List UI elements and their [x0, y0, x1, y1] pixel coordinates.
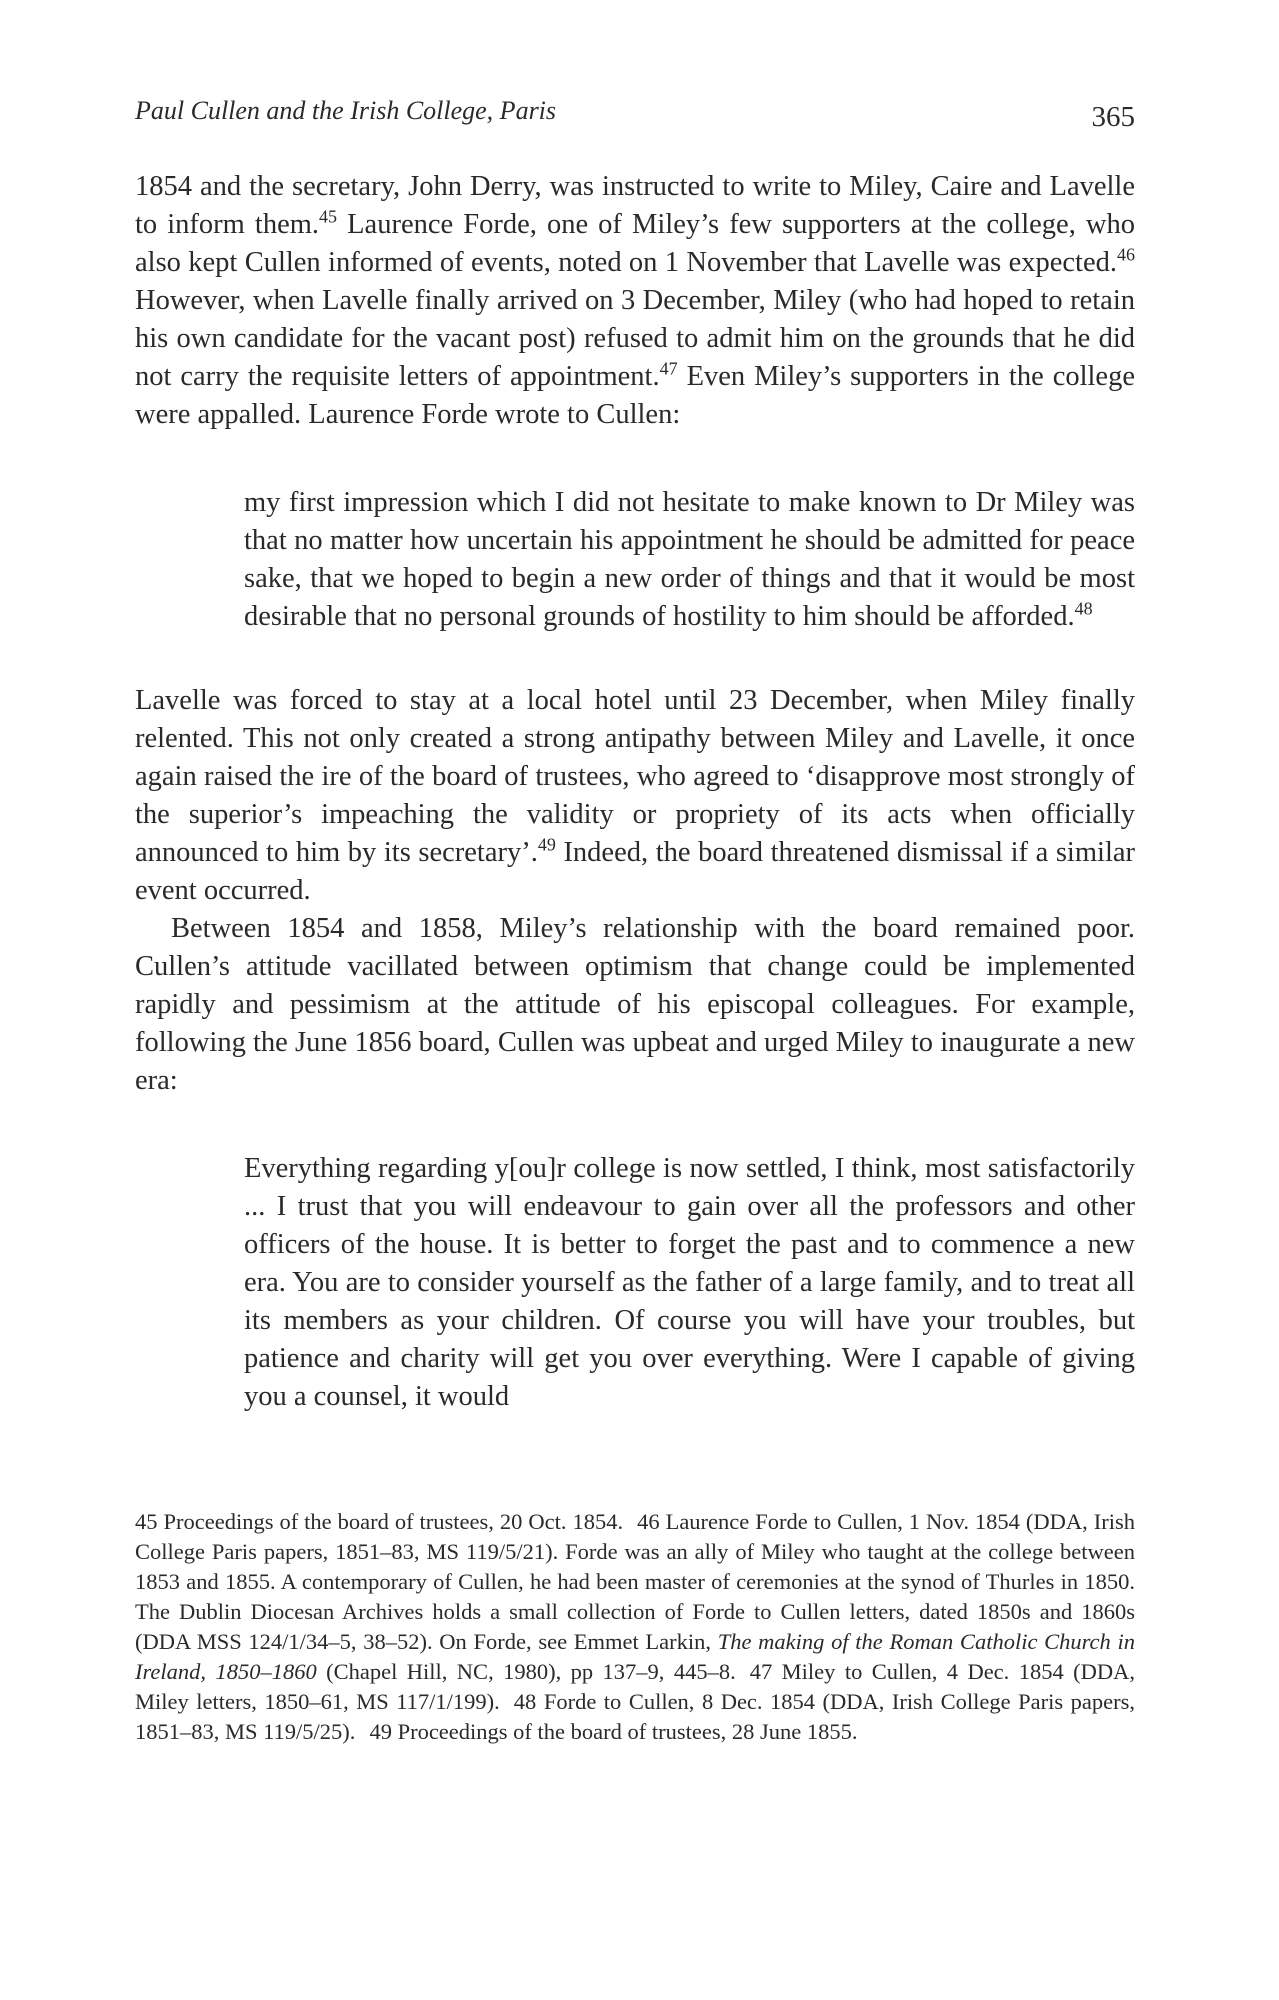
- block-quote-1-paragraph: [244, 484, 1135, 636]
- block-quote-2-paragraph: [244, 1150, 1135, 1416]
- paragraph-3-text: Between 1854 and 1858, Miley’s relationship with the board remained poor. Cullen’s attitude vacillated between optimism that change could be implemented rapidly and pessimism at the attitude of his episcopal colleagues. For example, following the June 1856 board, Cullen was upbeat and urged Miley to inaugurate a new era:: [135, 913, 1135, 1096]
- note-ref-48[interactable]: 48: [1074, 598, 1093, 619]
- page-header: [135, 95, 1135, 141]
- paragraph-1-text-d: Even Miley’s supporters in the college were appalled. Laurence Forde wrote to Cullen:: [135, 361, 1135, 430]
- block-quote-1-text: my first impression which I did not hesitate to make known to Dr Miley was that no matter how uncertain his appointment he should be admitted for peace sake, that we hoped to begin a new order of things and that it would be most desirable that no personal grounds of hostility to him should be afforded.: [244, 487, 1135, 632]
- footnote-45-text: Proceedings of the board of trustees, 20 Oct. 1854.: [163, 1509, 624, 1534]
- footnote-46-number: 46: [637, 1509, 660, 1534]
- paragraph-1-text-c: However, when Lavelle finally arrived on 3 December, Miley (who had hoped to retain his own candidate for the vacant post) refused to admit him on the grounds that he did not carry the requisite letters of appointment.: [135, 285, 1135, 392]
- footnote-46-text-a: Laurence Forde to Cullen, 1 Nov. 1854 (DDA, Irish College Paris papers, 1851–83, MS 119/5/21). Forde was an ally of Miley who taught at the college between 1853 and 1855. A contemporary of Cullen, he had been master of ceremonies at the synod of Thurles in 1850. The Dublin Diocesan Archives holds a small collection of Forde to Cullen letters, dated 1850s and 1860s (DDA MSS 124/1/34–5, 38–52). On Forde, see Emmet Larkin,: [135, 1509, 1135, 1654]
- paragraph-2: [135, 682, 1135, 910]
- note-ref-49[interactable]: 49: [537, 834, 556, 855]
- body-text: [135, 168, 1135, 1416]
- paragraph-1-text-a: 1854 and the secretary, John Derry, was instructed to write to Miley, Caire and Lavelle to inform them.: [135, 171, 1135, 240]
- running-head: Paul Cullen and the Irish College, Paris: [135, 96, 557, 125]
- footnote-48-number: 48: [513, 1689, 537, 1714]
- note-ref-45[interactable]: 45: [319, 206, 338, 227]
- block-quote-1: [244, 484, 1135, 636]
- footnote-block: [135, 1507, 1135, 1747]
- note-ref-47[interactable]: 47: [659, 358, 678, 379]
- footnote-46-book-title: The making of the Roman Catholic Church in Ireland, 1850–1860: [135, 1629, 1135, 1684]
- paragraph-1-text-b: Laurence Forde, one of Miley’s few supporters at the college, who also kept Cullen informed of events, noted on 1 November that Lavelle was expected.: [135, 209, 1135, 278]
- paragraph-2-text-a: Lavelle was forced to stay at a local hotel until 23 December, when Miley finally relented. This not only created a strong antipathy between Miley and Lavelle, it once again raised the ire of the board of trustees, who agreed to ‘disapprove most strongly of the superior’s impeaching the validity or propriety of its acts when officially announced to him by its secretary’.: [135, 685, 1135, 868]
- block-quote-2-text: Everything regarding y[ou]r college is now settled, I think, most satisfactorily ... I trust that you will endeavour to gain over all the professors and other officers of the house. It is better to forget the past and to commence a new era. You are to consider yourself as the father of a large family, and to treat all its members as your children. Of course you will have your troubles, but patience and charity will get you over everything. Were I capable of giving you a counsel, it would: [244, 1153, 1135, 1412]
- footnote-45-number: 45: [135, 1509, 158, 1534]
- paragraph-3: [135, 910, 1135, 1100]
- footnote-47-number: 47: [749, 1659, 773, 1684]
- paragraph-2-text-b: Indeed, the board threatened dismissal if a similar event occurred.: [135, 837, 1135, 906]
- footnote-49-text: Proceedings of the board of trustees, 28 June 1855.: [397, 1719, 858, 1744]
- footnotes: [135, 1507, 1135, 1747]
- paragraph-1: [135, 168, 1135, 434]
- note-ref-46[interactable]: 46: [1117, 244, 1135, 265]
- footnote-46-text-b: (Chapel Hill, NC, 1980), pp 137–9, 445–8.: [316, 1659, 736, 1684]
- block-quote-2: [244, 1150, 1135, 1416]
- footnote-47-text: Miley to Cullen, 4 Dec. 1854 (DDA, Miley letters, 1850–61, MS 117/1/199).: [135, 1659, 1135, 1714]
- page-number: 365: [1091, 101, 1135, 133]
- footnote-48-text: Forde to Cullen, 8 Dec. 1854 (DDA, Irish College Paris papers, 1851–83, MS 119/5/25).: [135, 1689, 1136, 1744]
- footnote-49-number: 49: [369, 1719, 392, 1744]
